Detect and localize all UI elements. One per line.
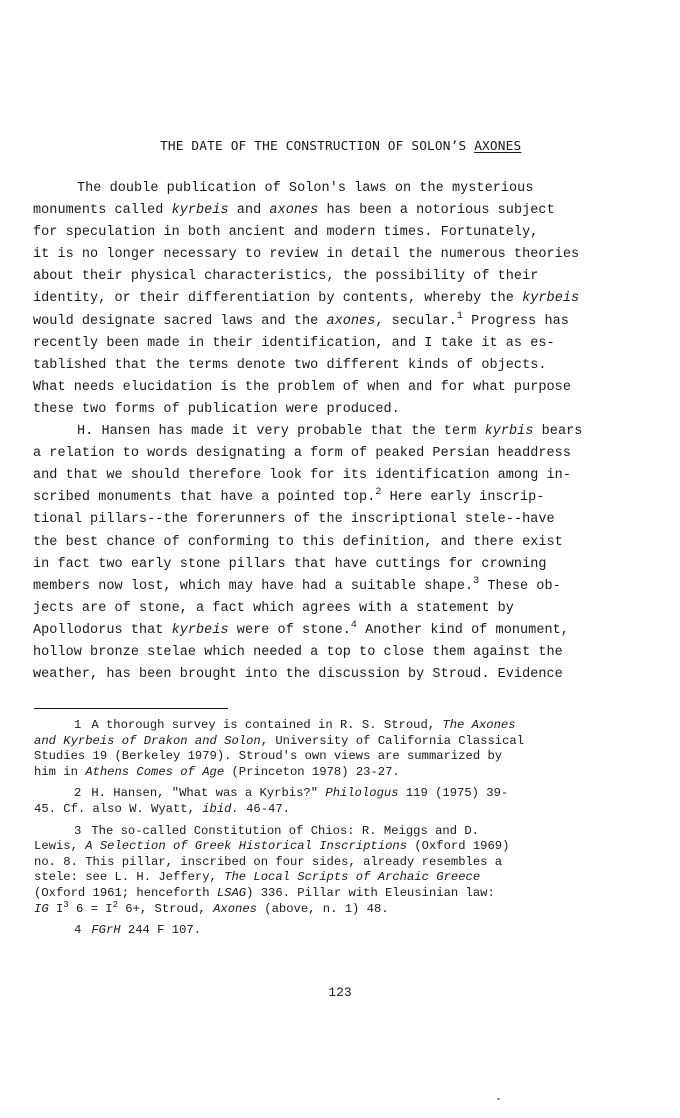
footnote-line	[34, 802, 634, 818]
footnote-line	[34, 870, 634, 886]
body-line	[33, 642, 633, 664]
text-run: Studies 19 (Berkeley 1979). Stroud's own views are summarized by	[34, 749, 503, 764]
italic-text: ibid.	[202, 801, 239, 816]
text-run: monuments called	[33, 203, 172, 219]
text-run: and	[228, 203, 270, 219]
footnote-line	[34, 923, 634, 939]
footnote-line	[34, 839, 634, 855]
footnote-line	[34, 824, 634, 840]
body-line	[33, 465, 633, 487]
text-run: 244 F 107.	[120, 923, 202, 938]
text-run: in fact two early stone pillars that have cuttings for crowning	[33, 556, 547, 572]
text-run: Another kind of monument,	[356, 622, 569, 638]
body-line	[33, 266, 633, 288]
text-run: (Princeton 1978) 23-27.	[224, 764, 400, 779]
text-run: Progress has	[462, 313, 569, 329]
body-line	[33, 487, 633, 509]
italic-text: Athens Comes of Age	[85, 764, 225, 779]
text-run: has been a notorious subject	[318, 203, 555, 219]
body-line	[33, 421, 633, 443]
text-run: A thorough survey is contained in R. S. Stroud,	[91, 718, 443, 732]
text-run: recently been made in their identification, and I take it as es-	[33, 335, 555, 351]
text-run: and that we should therefore look for its identification among in-	[33, 468, 571, 484]
body-line	[33, 554, 633, 576]
body-line	[33, 311, 633, 333]
text-run: identity, or their differentiation by contents, whereby the	[33, 291, 523, 307]
text-run: These ob-	[479, 578, 561, 594]
body-line	[33, 222, 633, 244]
title-underlined-word: AXONES	[474, 139, 522, 154]
footnotes	[34, 718, 634, 945]
text-run: , University of California Classical	[260, 733, 525, 748]
body-line	[33, 598, 633, 620]
title-main: THE DATE OF THE CONSTRUCTION OF SOLON	[160, 139, 451, 154]
italic-text: A Selection of Greek Historical Inscriptions	[85, 839, 408, 854]
article-title	[0, 139, 680, 154]
text-run: 6 = I	[68, 901, 113, 916]
text-run: tional pillars--the forerunners of the inscriptional stele--have	[33, 512, 555, 528]
text-run: it is no longer necessary to review in detail the numerous theories	[33, 247, 580, 263]
body-line	[33, 509, 633, 531]
text-run: no. 8. This pillar, inscribed on four sides, already resembles a	[34, 854, 503, 869]
footnote-divider	[34, 708, 228, 709]
body-line	[33, 333, 633, 355]
body-line	[33, 576, 633, 598]
footnote-line	[34, 855, 634, 871]
text-run: (above, n. 1) 48.	[256, 901, 389, 916]
text-run: tablished that the terms denote two different kinds of objects.	[33, 357, 547, 373]
italic-text: kyrbeis	[171, 622, 229, 638]
body-line	[33, 355, 633, 377]
footnote-line	[34, 899, 634, 918]
body-line	[33, 178, 633, 200]
text-run: H. Hansen has made it very probable that the term	[77, 424, 485, 440]
text-run: hollow bronze stelae which needed a top to close them against the	[33, 644, 563, 660]
text-run: stele: see L. H. Jeffery,	[34, 870, 225, 885]
text-run: about their physical characteristics, the possibility of their	[33, 269, 539, 285]
text-run: (Oxford 1969)	[407, 839, 510, 854]
body-line	[33, 532, 633, 554]
text-run: 119 (1975) 39-	[398, 786, 509, 801]
footnote-number: 4	[74, 923, 82, 938]
text-run: weather, has been brought into the discussion by Stroud. Evidence	[33, 667, 563, 683]
footnote-number: 2	[74, 786, 82, 801]
text-run: him in	[34, 764, 86, 779]
body-line	[33, 288, 633, 310]
text-run: the best chance of conforming to this definition, and there exist	[33, 534, 563, 550]
footnote-ref: 4	[350, 619, 357, 631]
italic-text: Philologus	[325, 786, 399, 801]
text-run: The double publication of Solon's laws on the mysterious	[77, 181, 534, 196]
italic-text: axones	[326, 313, 376, 329]
footnote-line	[34, 749, 634, 765]
italic-text: The Local Scripts of Archaic Greece	[224, 870, 481, 885]
body-line	[33, 443, 633, 465]
text-run: 6+, Stroud,	[117, 901, 214, 916]
text-run: were of stone.	[228, 622, 351, 638]
body-line	[33, 244, 633, 266]
text-run: would designate sacred laws and the	[33, 313, 327, 329]
footnote-line	[34, 886, 634, 902]
footnote-number: 1	[74, 718, 82, 732]
italic-text: The Axones	[442, 718, 516, 732]
text-run: I	[48, 901, 64, 916]
italic-text: Axones	[213, 901, 257, 916]
text-run: Here early inscrip-	[381, 490, 545, 506]
footnote-line	[34, 734, 634, 750]
text-run: bears	[533, 424, 583, 440]
body-text	[33, 178, 633, 686]
text-run: Lewis,	[34, 839, 86, 854]
italic-text: LSAG	[216, 885, 247, 900]
scan-speck	[497, 1098, 500, 1100]
italic-text: kyrbis	[484, 424, 534, 440]
footnote	[34, 786, 634, 817]
text-run: H. Hansen, "What was a Kyrbis?"	[91, 786, 326, 801]
text-run: for speculation in both ancient and modern times. Fortunately,	[33, 225, 539, 241]
footnote-line	[34, 765, 634, 781]
text-run: 45. Cf. also W. Wyatt,	[34, 801, 203, 816]
footnote	[34, 824, 634, 918]
footnote-ref: 3	[63, 899, 69, 910]
text-run: What needs elucidation is the problem of when and for what purpose	[33, 379, 571, 395]
text-run: these two forms of publication were produced.	[33, 401, 400, 417]
footnote-line	[34, 718, 634, 734]
footnote-ref: 2	[112, 899, 118, 910]
text-run: a relation to words designating a form of peaked Persian headdress	[33, 446, 571, 462]
text-run: scribed monuments that have a pointed top.	[33, 490, 376, 506]
title-possessive: ’S	[450, 139, 475, 154]
body-line	[33, 664, 633, 686]
italic-text: and Kyrbeis of Drakon and Solon	[34, 733, 261, 748]
text-run: jects are of stone, a fact which agrees with a statement by	[33, 600, 514, 616]
text-run: The so-called Constitution of Chios: R. Meiggs and D.	[91, 823, 479, 838]
footnote-line	[34, 786, 634, 802]
page-number: 123	[328, 985, 352, 1000]
italic-text: IG	[34, 901, 49, 916]
footnote-number: 3	[74, 823, 82, 838]
text-run: ) 336. Pillar with Eleusinian law:	[246, 885, 495, 900]
text-run: , secular.	[375, 313, 457, 329]
footnote-ref: 3	[473, 575, 480, 587]
footnote-ref: 2	[375, 487, 382, 499]
italic-text: kyrbeis	[522, 291, 580, 307]
text-run: members now lost, which may have had a suitable shape.	[33, 578, 474, 594]
body-line	[33, 377, 633, 399]
text-run: 46-47.	[238, 801, 290, 816]
footnote-ref: 1	[456, 310, 463, 322]
body-line	[33, 399, 633, 421]
footnote	[34, 718, 634, 780]
body-line	[33, 620, 633, 642]
text-run: (Oxford 1961; henceforth	[34, 885, 217, 900]
italic-text: axones	[269, 203, 319, 219]
italic-text: FGrH	[91, 923, 121, 938]
italic-text: kyrbeis	[171, 203, 229, 219]
footnote	[34, 923, 634, 939]
text-run: Apollodorus that	[33, 622, 172, 638]
body-line	[33, 200, 633, 222]
